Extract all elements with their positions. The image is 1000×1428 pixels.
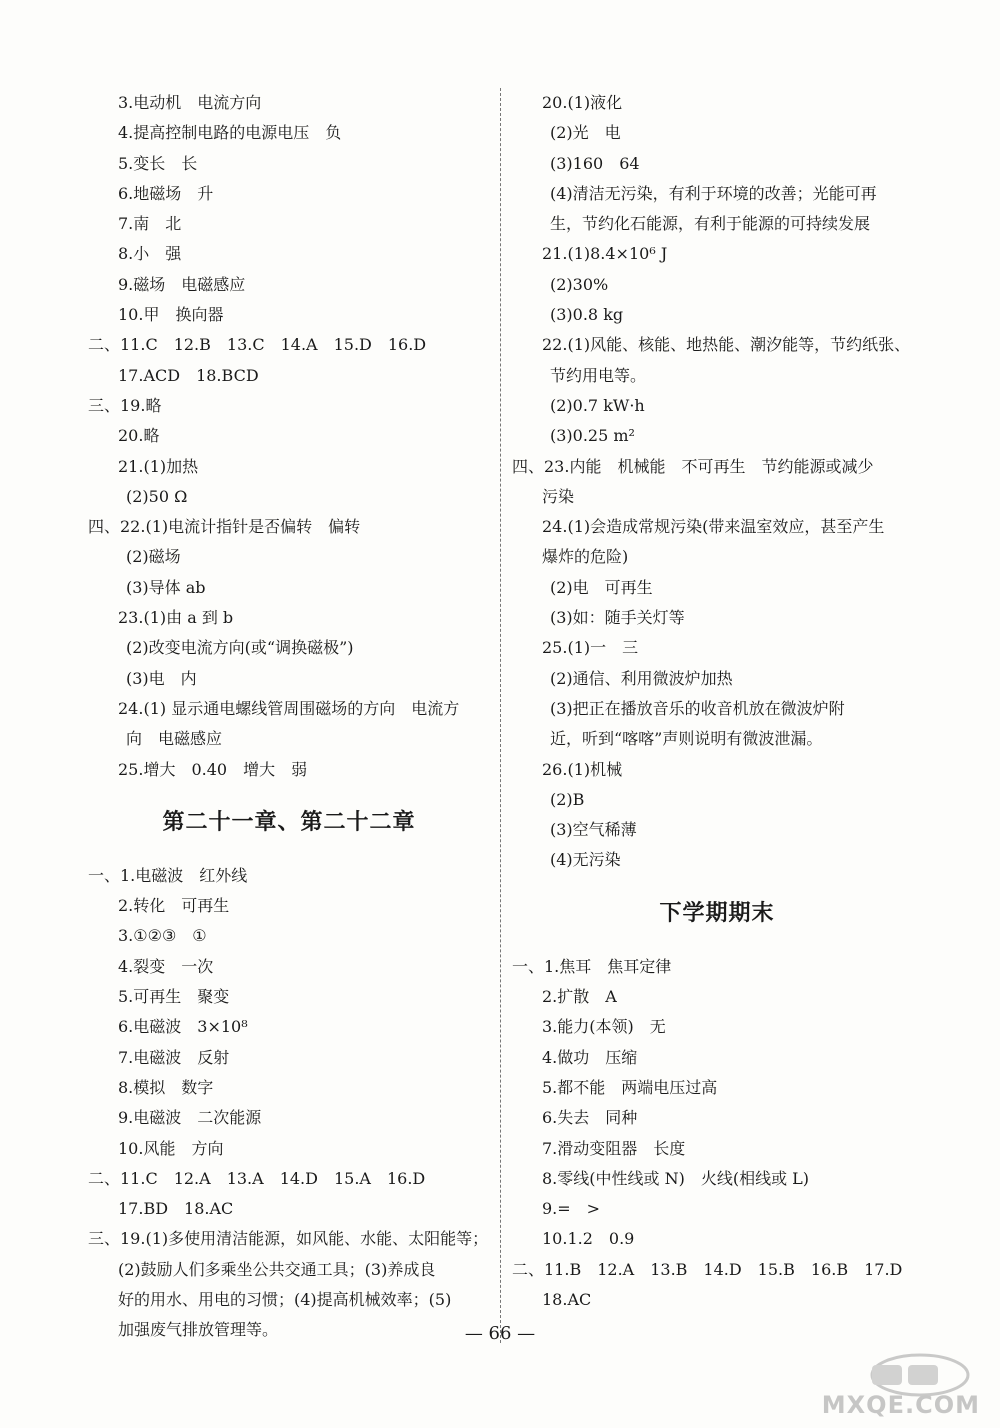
answer-line: 21.(1)8.4×10⁶ J (542, 244, 668, 264)
column-divider (500, 88, 501, 1343)
answer-line: 三、19.略 (88, 395, 162, 415)
answer-line: 6.地磁场 升 (118, 183, 214, 203)
answer-line: 4.做功 压缩 (542, 1047, 638, 1067)
answer-line: (2)电 可再生 (550, 577, 653, 597)
answer-line: 8.零线(中性线或 N) 火线(相线或 L) (542, 1168, 810, 1188)
answer-line: 17.BD 18.AC (118, 1199, 234, 1219)
answer-line: 10.甲 换向器 (118, 305, 224, 325)
answer-line: 一、1.焦耳 焦耳定律 (512, 956, 672, 976)
answer-line: (3)160 64 (550, 153, 640, 173)
answer-line: (3)电 内 (126, 668, 197, 688)
answer-line: 5.变长 长 (118, 153, 198, 173)
answer-line: 24.(1) 显示通电螺线管周围磁场的方向 电流方 (118, 698, 460, 718)
answer-line: 好的用水、用电的习惯；(4)提高机械效率；(5) (118, 1289, 452, 1309)
answer-line: (3)如：随手关灯等 (550, 608, 685, 628)
answer-line: 二、11.C 12.B 13.C 14.A 15.D 16.D (88, 335, 427, 355)
answer-line: 生，节约化石能源，有利于能源的可持续发展 (550, 214, 871, 234)
answer-line: (4)清洁无污染，有利于环境的改善；光能可再 (550, 183, 877, 203)
answer-line: 3.电动机 电流方向 (118, 93, 262, 112)
section-heading-ch21-22: 第二十一章、第二十二章 (162, 809, 416, 835)
answer-line: 20.(1)液化 (542, 93, 623, 112)
answer-line: 节约用电等。 (550, 365, 647, 385)
answer-line: 4.提高控制电路的电源电压 负 (118, 123, 342, 143)
answer-line: (2)0.7 kW·h (550, 395, 645, 415)
answer-line: 9.磁场 电磁感应 (118, 274, 246, 294)
answer-line: 6.失去 同种 (542, 1108, 638, 1128)
answer-line: 17.ACD 18.BCD (118, 365, 259, 385)
answer-line: 23.(1)由 a 到 b (118, 608, 234, 628)
answer-line: 2.扩散 A (542, 987, 617, 1007)
answer-line: 7.电磁波 反射 (118, 1047, 230, 1067)
answer-line: 污染 (542, 486, 575, 506)
left-column (88, 88, 490, 1346)
answer-line: 5.都不能 两端电压过高 (542, 1077, 718, 1097)
answer-line: (3)0.25 m² (550, 426, 635, 446)
page-number: — 66 — (464, 1323, 536, 1344)
left-answers-block-2 (88, 861, 490, 1346)
answer-line: 10.1.2 0.9 (542, 1229, 635, 1249)
answer-line: 二、11.B 12.A 13.B 14.D 15.B 16.B 17.D (512, 1259, 903, 1279)
answer-line: 近，听到“喀喀”声则说明有微波泄漏。 (550, 729, 823, 749)
answer-line: 二、11.C 12.A 13.A 14.D 15.A 16.D (88, 1168, 426, 1188)
answer-line: 加强废气排放管理等。 (118, 1320, 279, 1340)
answer-line: 3.①②③ ① (118, 926, 207, 946)
answer-line: (2)30% (550, 274, 609, 294)
answer-line: (2)光 电 (550, 123, 621, 143)
answer-line: 2.转化 可再生 (118, 896, 230, 916)
watermark-text: MXQE.COM (821, 1391, 980, 1419)
answer-line: 四、23.内能 机械能 不可再生 节约能源或减少 (512, 456, 874, 476)
answer-line: (2)改变电流方向(或“调换磁极”) (126, 638, 354, 658)
answer-line: (2)B (550, 789, 585, 809)
answer-line: 5.可再生 聚变 (118, 987, 230, 1007)
answer-line: 7.南 北 (118, 214, 182, 234)
answer-line: (3)空气稀薄 (550, 820, 637, 840)
answer-line: 20.略 (118, 426, 160, 446)
answer-line: 26.(1)机械 (542, 759, 623, 779)
answer-line: (2)磁场 (126, 547, 181, 567)
answer-line: 7.滑动变阻器 长度 (542, 1138, 686, 1158)
answer-line: 8.模拟 数字 (118, 1077, 214, 1097)
answer-line: 四、22.(1)电流计指针是否偏转 偏转 (88, 517, 361, 537)
right-answers-block-1 (512, 88, 922, 876)
answer-line: (3)导体 ab (126, 577, 206, 597)
answer-line: 25.增大 0.40 增大 弱 (118, 759, 308, 779)
answer-line: (4)无污染 (550, 850, 621, 870)
answer-line: (3)0.8 kg (550, 305, 624, 325)
answer-line: 9.电磁波 二次能源 (118, 1108, 262, 1128)
answer-line: (3)把正在播放音乐的收音机放在微波炉附 (550, 698, 845, 718)
right-column (512, 88, 922, 1315)
answer-line: 一、1.电磁波 红外线 (88, 865, 248, 885)
answer-line: 22.(1)风能、核能、地热能、潮汐能等，节约纸张、 (542, 335, 911, 355)
answer-line: 4.裂变 一次 (118, 956, 214, 976)
left-answers-block-1 (88, 88, 490, 785)
answer-line: 三、19.(1)多使用清洁能源，如风能、水能、太阳能等； (88, 1229, 489, 1249)
answer-line: 25.(1)一 三 (542, 638, 639, 658)
answer-line: 6.电磁波 3×10⁸ (118, 1017, 248, 1037)
watermark-logo (770, 1345, 980, 1421)
answer-line: 向 电磁感应 (126, 729, 223, 749)
answer-line: 21.(1)加热 (118, 456, 199, 476)
answer-line: (2)通信、利用微波炉加热 (550, 668, 733, 688)
answer-line: 8.小 强 (118, 244, 182, 264)
answer-line: 3.能力(本领) 无 (542, 1017, 666, 1037)
answer-line: 10.风能 方向 (118, 1138, 224, 1158)
answer-line: 18.AC (542, 1289, 592, 1309)
answer-line: 24.(1)会造成常规污染(带来温室效应，甚至产生 (542, 517, 885, 537)
section-heading-final: 下学期期末 (659, 900, 775, 926)
answer-line: (2)鼓励人们多乘坐公共交通工具；(3)养成良 (118, 1259, 436, 1279)
answer-line: (2)50 Ω (126, 486, 188, 506)
answer-line: 爆炸的危险) (542, 547, 629, 567)
right-answers-block-2 (512, 952, 922, 1316)
answer-line: 9.= > (542, 1199, 601, 1219)
